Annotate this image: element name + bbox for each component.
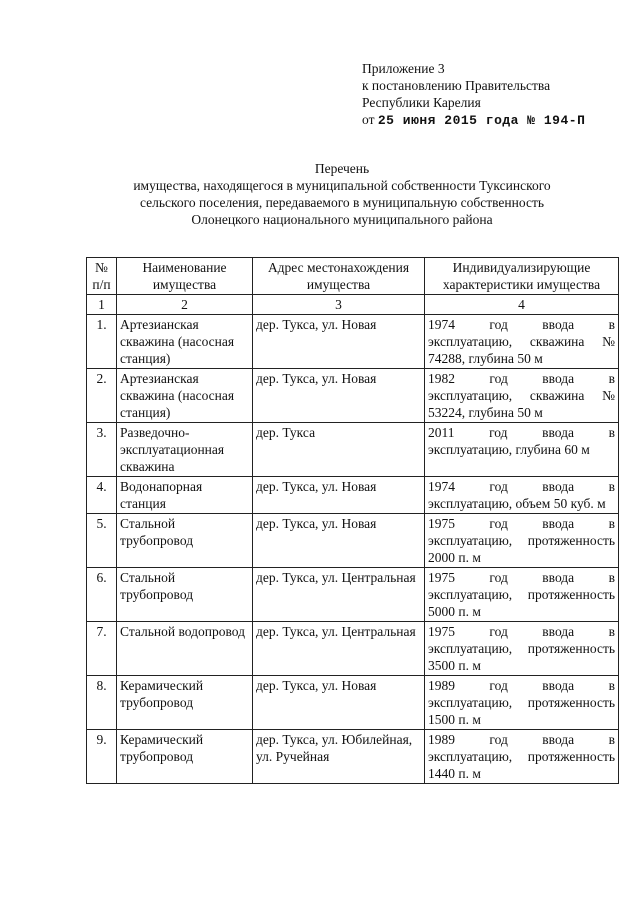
word-v: в <box>608 425 615 440</box>
index-cell: 3 <box>253 295 425 315</box>
row-number: 6. <box>87 568 117 622</box>
table-row <box>87 676 619 730</box>
row-number: 1. <box>87 315 117 369</box>
word-vvoda: ввода <box>542 371 575 386</box>
table-row <box>87 477 619 514</box>
property-name: Керамический трубопровод <box>117 730 253 784</box>
property-address: дер. Тукса, ул. Центральная <box>253 622 425 676</box>
word-v: в <box>608 371 615 386</box>
word-v: в <box>608 570 615 585</box>
index-cell: 1 <box>87 295 117 315</box>
table-row <box>87 622 619 676</box>
property-address: дер. Тукса <box>253 423 425 477</box>
characteristics-detail: эксплуатацию, протяженность 1440 п. м <box>428 749 615 781</box>
property-name: Артезианская скважина (насосная станция) <box>117 315 253 369</box>
property-address: дер. Тукса, ул. Юбилейная, ул. Ручейная <box>253 730 425 784</box>
commission-year: 1974 <box>428 479 455 494</box>
appendix-decree-line: к постановлению Правительства <box>362 78 551 93</box>
word-vvoda: ввода <box>542 732 575 747</box>
word-god: год <box>489 479 508 494</box>
property-characteristics <box>425 514 619 568</box>
property-table <box>86 257 619 784</box>
table-row <box>87 423 619 477</box>
property-name: Артезианская скважина (насосная станция) <box>117 369 253 423</box>
decree-date-stamp: 25 июня 2015 года № 194-П <box>377 113 586 128</box>
index-cell: 2 <box>117 295 253 315</box>
property-address: дер. Тукса, ул. Центральная <box>253 568 425 622</box>
table-header-row <box>87 258 619 295</box>
word-god: год <box>489 317 508 332</box>
word-v: в <box>608 479 615 494</box>
word-vvoda: ввода <box>542 624 575 639</box>
word-v: в <box>608 732 615 747</box>
property-characteristics <box>425 477 619 514</box>
characteristics-first-line <box>428 424 615 441</box>
table-index-row <box>87 295 619 315</box>
word-v: в <box>608 678 615 693</box>
header-address: Адрес местонахождения имущества <box>253 258 425 295</box>
table-row <box>87 730 619 784</box>
heading-title: Перечень <box>314 161 370 176</box>
characteristics-first-line <box>428 316 615 333</box>
characteristics-detail: эксплуатацию, протяженность 3500 п. м <box>428 641 615 673</box>
word-vvoda: ввода <box>542 570 575 585</box>
property-name: Разведочно-эксплуатационная скважина <box>117 423 253 477</box>
heading-line-2: сельского поселения, передаваемого в муниципальную собственность <box>140 195 544 210</box>
property-characteristics <box>425 315 619 369</box>
characteristics-detail: эксплуатацию, протяженность 5000 п. м <box>428 587 615 619</box>
appendix-date-prefix: от <box>362 112 375 127</box>
word-vvoda: ввода <box>542 678 575 693</box>
property-name: Керамический трубопровод <box>117 676 253 730</box>
property-address: дер. Тукса, ул. Новая <box>253 676 425 730</box>
word-v: в <box>608 516 615 531</box>
word-v: в <box>608 317 615 332</box>
appendix-government-line: Республики Карелия <box>362 95 481 110</box>
commission-year: 2011 <box>428 425 455 440</box>
property-characteristics <box>425 423 619 477</box>
word-vvoda: ввода <box>542 479 575 494</box>
property-address: дер. Тукса, ул. Новая <box>253 514 425 568</box>
row-number: 4. <box>87 477 117 514</box>
commission-year: 1989 <box>428 678 455 693</box>
table-row <box>87 369 619 423</box>
property-name: Стальной трубопровод <box>117 514 253 568</box>
row-number: 5. <box>87 514 117 568</box>
property-address: дер. Тукса, ул. Новая <box>253 369 425 423</box>
commission-year: 1982 <box>428 371 455 386</box>
row-number: 2. <box>87 369 117 423</box>
characteristics-detail: эксплуатацию, объем 50 куб. м <box>428 496 606 511</box>
property-address: дер. Тукса, ул. Новая <box>253 315 425 369</box>
characteristics-first-line <box>428 370 615 387</box>
property-characteristics <box>425 730 619 784</box>
heading-line-3: Олонецкого национального муниципального района <box>191 212 493 227</box>
characteristics-detail: эксплуатацию, протяженность 1500 п. м <box>428 695 615 727</box>
appendix-date-line <box>362 111 585 129</box>
header-characteristics: Индивидуализирующие характеристики имущества <box>425 258 619 295</box>
table-row <box>87 568 619 622</box>
commission-year: 1974 <box>428 317 455 332</box>
row-number: 9. <box>87 730 117 784</box>
property-address: дер. Тукса, ул. Новая <box>253 477 425 514</box>
property-name: Стальной трубопровод <box>117 568 253 622</box>
table-row <box>87 315 619 369</box>
commission-year: 1975 <box>428 516 455 531</box>
characteristics-first-line <box>428 623 615 640</box>
header-num: № п/п <box>87 258 117 295</box>
document-heading <box>80 160 604 228</box>
characteristics-first-line <box>428 478 615 495</box>
appendix-title: Приложение 3 <box>362 61 445 76</box>
word-vvoda: ввода <box>542 516 575 531</box>
property-name: Стальной водопровод <box>117 622 253 676</box>
index-cell: 4 <box>425 295 619 315</box>
word-god: год <box>489 624 508 639</box>
characteristics-detail: эксплуатацию, скважина № 74288, глубина 50 м <box>428 334 615 366</box>
word-god: год <box>489 425 508 440</box>
characteristics-detail: эксплуатацию, глубина 60 м <box>428 442 590 457</box>
row-number: 8. <box>87 676 117 730</box>
word-god: год <box>489 678 508 693</box>
word-vvoda: ввода <box>542 317 575 332</box>
characteristics-first-line <box>428 731 615 748</box>
header-name: Наименование имущества <box>117 258 253 295</box>
characteristics-first-line <box>428 569 615 586</box>
property-characteristics <box>425 369 619 423</box>
commission-year: 1989 <box>428 732 455 747</box>
row-number: 7. <box>87 622 117 676</box>
word-god: год <box>489 570 508 585</box>
characteristics-first-line <box>428 515 615 532</box>
property-characteristics <box>425 622 619 676</box>
word-god: год <box>489 516 508 531</box>
characteristics-first-line <box>428 677 615 694</box>
word-vvoda: ввода <box>542 425 575 440</box>
word-god: год <box>489 732 508 747</box>
property-characteristics <box>425 568 619 622</box>
characteristics-detail: эксплуатацию, протяженность 2000 п. м <box>428 533 615 565</box>
row-number: 3. <box>87 423 117 477</box>
property-name: Водонапорная станция <box>117 477 253 514</box>
characteristics-detail: эксплуатацию, скважина № 53224, глубина 50 м <box>428 388 615 420</box>
property-characteristics <box>425 676 619 730</box>
commission-year: 1975 <box>428 570 455 585</box>
heading-line-1: имущества, находящегося в муниципальной собственности Туксинского <box>133 178 551 193</box>
commission-year: 1975 <box>428 624 455 639</box>
appendix-block <box>362 60 585 129</box>
word-v: в <box>608 624 615 639</box>
word-god: год <box>489 371 508 386</box>
table-row <box>87 514 619 568</box>
